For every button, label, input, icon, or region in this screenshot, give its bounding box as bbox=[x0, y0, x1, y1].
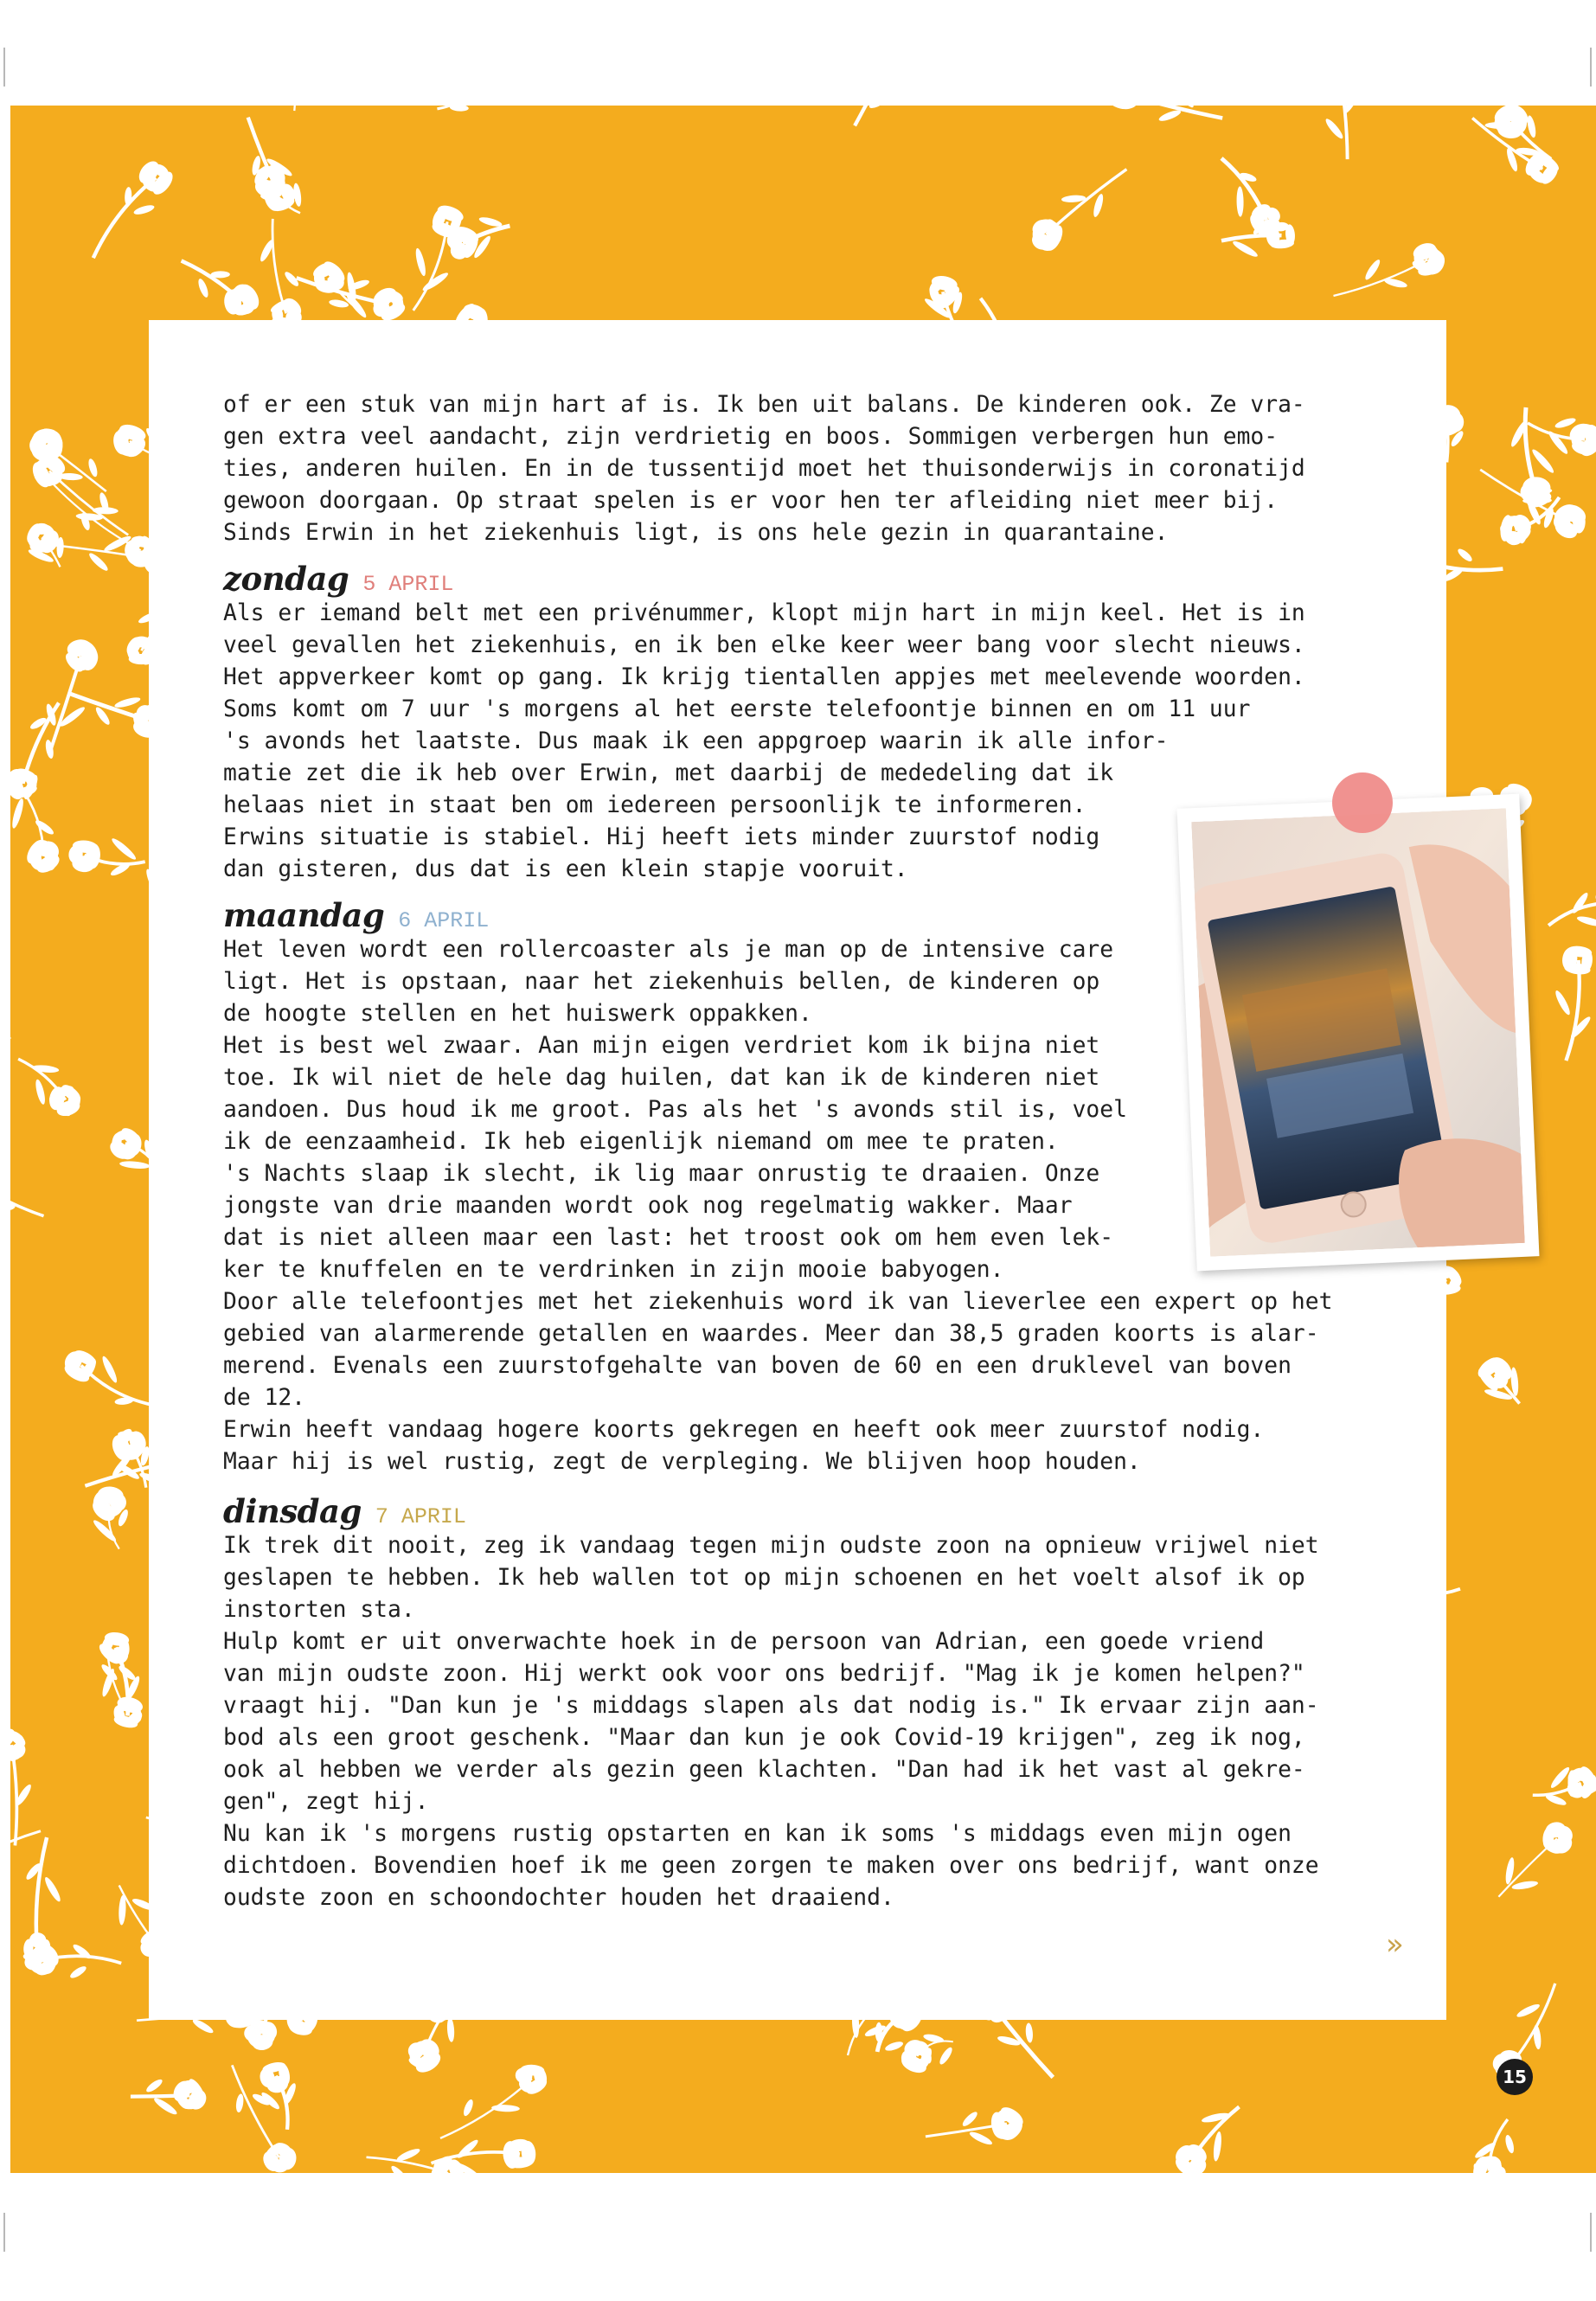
phone-photo bbox=[1177, 794, 1540, 1272]
intro-line: gewoon doorgaan. Op straat spelen is er voor hen ter afleiding niet meer bij. bbox=[223, 488, 1279, 514]
intro-line: gen extra veel aandacht, zijn verdrietig en boos. Sommigen verbergen hun emo- bbox=[223, 424, 1279, 450]
paragraph-line: Hulp komt er uit onverwachte hoek in de persoon van Adrian, een goede vriend bbox=[223, 1629, 1265, 1655]
paragraph-line: van mijn oudste zoon. Hij werkt ook voor ons bedrijf. "Mag ik je komen helpen?" bbox=[223, 1661, 1305, 1687]
intro-line: Sinds Erwin in het ziekenhuis ligt, is ons hele gezin in quarantaine. bbox=[223, 520, 1169, 546]
paragraph-line: dan gisteren, dus dat is een klein stapje vooruit. bbox=[223, 856, 908, 882]
day-date: 6 APRIL bbox=[398, 908, 490, 933]
crop-mark-top-left bbox=[3, 48, 5, 87]
paragraph-line: helaas niet in staat ben om iedereen persoonlijk te informeren. bbox=[223, 792, 1086, 818]
continue-arrow-icon: » bbox=[1386, 1927, 1404, 1962]
paragraph-line: Erwins situatie is stabiel. Hij heeft iets minder zuurstof nodig bbox=[223, 824, 1100, 850]
paragraph-line: merend. Evenals een zuurstofgehalte van boven de 60 en een druklevel van boven bbox=[223, 1353, 1292, 1379]
paragraph-line: oudste zoon en schoondochter houden het draaiend. bbox=[223, 1885, 894, 1911]
section-heading bbox=[223, 560, 1391, 598]
paragraph-line: jongste van drie maanden wordt ook nog regelmatig wakker. Maar bbox=[223, 1193, 1073, 1219]
pin-dot bbox=[1332, 772, 1393, 833]
intro-line: ties, anderen huilen. En in de tussentijd moet het thuisonderwijs in coronatijd bbox=[223, 456, 1305, 482]
smartphone-hand-photo-icon bbox=[1191, 808, 1525, 1256]
paragraph-line: de 12. bbox=[223, 1385, 305, 1411]
paragraph-line: Het appverkeer komt op gang. Ik krijg tientallen appjes met meelevende woorden. bbox=[223, 664, 1305, 690]
day-name: maandag bbox=[223, 896, 385, 934]
day-name: dinsdag bbox=[223, 1492, 362, 1530]
paragraph-line: gen", zegt hij. bbox=[223, 1789, 429, 1815]
paragraph-line: ik de eenzaamheid. Ik heb eigenlijk niemand om mee te praten. bbox=[223, 1129, 1059, 1155]
section-dinsdag bbox=[223, 1492, 1391, 1914]
day-date: 7 APRIL bbox=[375, 1504, 466, 1529]
paragraph-line: gebied van alarmerende getallen en waardes. Meer dan 38,5 graden koorts is alar- bbox=[223, 1321, 1319, 1347]
paragraph-line: Het is best wel zwaar. Aan mijn eigen verdriet kom ik bijna niet bbox=[223, 1033, 1100, 1059]
paragraph-line: Erwin heeft vandaag hogere koorts gekregen en heeft ook meer zuurstof nodig. bbox=[223, 1417, 1265, 1443]
paragraph-line: Ik trek dit nooit, zeg ik vandaag tegen mijn oudste zoon na opnieuw vrijwel niet bbox=[223, 1533, 1319, 1559]
paragraph-line: ker te knuffelen en te verdrinken in zijn mooie babyogen. bbox=[223, 1257, 1004, 1283]
paragraph-line: aandoen. Dus houd ik me groot. Pas als het 's avonds stil is, voel bbox=[223, 1097, 1127, 1123]
intro-line: of er een stuk van mijn hart af is. Ik ben uit balans. De kinderen ook. Ze vra- bbox=[223, 392, 1305, 418]
page-number: 15 bbox=[1497, 2059, 1533, 2095]
paragraph-line: 's avonds het laatste. Dus maak ik een appgroep waarin ik alle infor- bbox=[223, 728, 1169, 754]
paragraph-line: ligt. Het is opstaan, naar het ziekenhuis bellen, de kinderen op bbox=[223, 969, 1100, 995]
paragraph-line: matie zet die ik heb over Erwin, met daarbij de mededeling dat ik bbox=[223, 760, 1114, 786]
paragraph-line: vraagt hij. "Dan kun je 's middags slapen als dat nodig is." Ik ervaar zijn aan- bbox=[223, 1693, 1319, 1719]
paragraph-line: veel gevallen het ziekenhuis, en ik ben elke keer weer bang voor slecht nieuws. bbox=[223, 632, 1305, 658]
paragraph-line: Het leven wordt een rollercoaster als je man op de intensive care bbox=[223, 937, 1114, 963]
paragraph-line: dat is niet alleen maar een last: het troost ook om hem even lek- bbox=[223, 1225, 1114, 1251]
day-date: 5 APRIL bbox=[362, 572, 454, 597]
crop-mark-bottom-left bbox=[3, 2213, 5, 2252]
section-heading bbox=[223, 1492, 1391, 1530]
paragraph-line: Maar hij is wel rustig, zegt de verpleging. We blijven hoop houden. bbox=[223, 1449, 1141, 1475]
crop-mark-bottom-right bbox=[1590, 2213, 1592, 2252]
paragraph-line: dichtdoen. Bovendien hoef ik me geen zorgen te maken over ons bedrijf, want onze bbox=[223, 1853, 1319, 1879]
paragraph-line: 's Nachts slaap ik slecht, ik lig maar onrustig te draaien. Onze bbox=[223, 1161, 1100, 1187]
paragraph-line: instorten sta. bbox=[223, 1597, 415, 1623]
paragraph-line: Als er iemand belt met een privénummer, klopt mijn hart in mijn keel. Het is in bbox=[223, 600, 1305, 626]
crop-mark-top-right bbox=[1590, 48, 1592, 87]
paragraph-line: ook al hebben we verder als gezin geen klachten. "Dan had ik het vast al gekre- bbox=[223, 1757, 1305, 1783]
paragraph-line: de hoogte stellen en het huiswerk oppakken. bbox=[223, 1001, 812, 1027]
day-name: zondag bbox=[223, 560, 349, 598]
paragraph-line: Door alle telefoontjes met het ziekenhuis word ik van lieverlee een expert op het bbox=[223, 1289, 1333, 1315]
paragraph-line: Soms komt om 7 uur 's morgens al het eerste telefoontje binnen en om 11 uur bbox=[223, 696, 1251, 722]
paragraph-line: geslapen te hebben. Ik heb wallen tot op mijn schoenen en het voelt alsof ik op bbox=[223, 1565, 1305, 1591]
paragraph-line: bod als een groot geschenk. "Maar dan kun je ook Covid-19 krijgen", zeg ik nog, bbox=[223, 1725, 1305, 1751]
paragraph-line: toe. Ik wil niet de hele dag huilen, dat kan ik de kinderen niet bbox=[223, 1065, 1100, 1091]
paragraph-line: Nu kan ik 's morgens rustig opstarten en kan ik soms 's middags even mijn ogen bbox=[223, 1821, 1292, 1847]
intro-paragraph bbox=[223, 389, 1391, 549]
